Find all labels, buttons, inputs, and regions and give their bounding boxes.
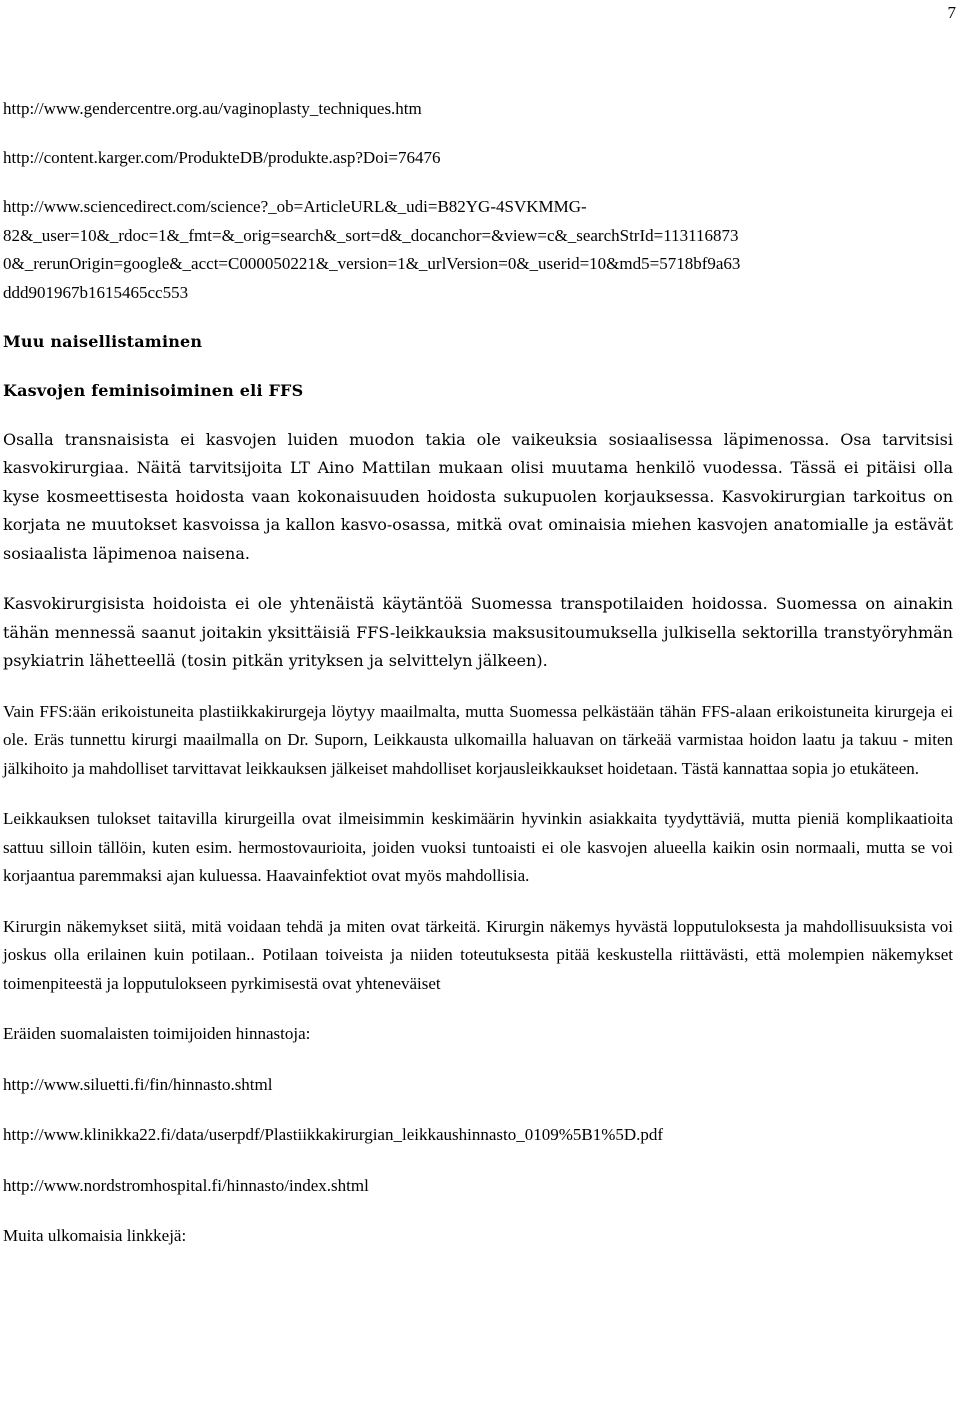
paragraph: Osalla transnaisista ei kasvojen luiden muodon takia ole vaikeuksia sosiaalisessa läpimenossa. Osa tarvitsisi kasvokirurgiaa. Näitä tarvitsijoita LT Aino Mattilan mukaan olisi muutama henkilö vuodessa. Tässä ei pitäisi olla kyse kosmeettisesta hoidosta vaan kokonaisuuden hoidosta sukupuolen korjauksessa. Kasvokirurgian tarkoitus on korjata ne muutokset kasvoissa ja kallon kasvo-osassa, mitkä ovat ominaisia miehen kasvojen anatomialle ja estävät sosiaalista läpimenoa naisena. (3, 429, 953, 563)
reference-link-line[interactable]: http://www.sciencedirect.com/science?_ob=ArticleURL&_udi=B82YG-4SVKMMG- (3, 197, 587, 216)
spacer (3, 1150, 953, 1172)
spacer (3, 1099, 953, 1121)
paragraph: Leikkauksen tulokset taitavilla kirurgeilla ovat ilmeisimmin keskimäärin hyvinkin asiakkaita tyydyttäviä, mutta pieniä komplikaatioita sattuu silloin tällöin, kuten esim. hermostovaurioita, joiden vuoksi tuntoaisti ei ole kasvojen alueella kaikin osin normaali, mutta se voi korjaantua paremmaksi ajan kuluessa. Haavainfektiot ovat myös mahdollisia. (3, 809, 953, 885)
price-link-klinikka22[interactable]: http://www.klinikka22.fi/data/userpdf/Plastiikkakirurgian_leikkaushinnasto_0109%5B1%5D.pdf (3, 1125, 664, 1144)
reference-link-sciencedirect[interactable] (3, 193, 953, 307)
reference-link-line[interactable]: 82&_user=10&_rdoc=1&_fmt=&_orig=search&_sort=d&_docanchor=&view=c&_searchStrId=113116873 (3, 225, 739, 245)
spacer (3, 783, 953, 805)
subsection-heading: Kasvojen feminisoiminen eli FFS (3, 380, 304, 400)
spacer (3, 173, 953, 194)
paragraph: Kasvokirurgisista hoidoista ei ole yhtenäistä käytäntöä Suomessa transpotilaiden hoidossa. Suomessa on ainakin tähän mennessä saanut joitakin yksittäisiä FFS-leikkauksia maksusitoumuksella julkisella sektorilla transtyöryhmän psykiatrin lähetteellä (tosin pitkän yrityksen ja selvittelyn jälkeen). (3, 594, 953, 670)
spacer (3, 307, 953, 328)
spacer (3, 891, 953, 913)
price-link-siluetti[interactable]: http://www.siluetti.fi/fin/hinnasto.shtml (3, 1074, 273, 1094)
section-heading: Muu naisellistaminen (3, 331, 203, 351)
price-link-nordstrom[interactable]: http://www.nordstromhospital.fi/hinnasto/index.shtml (3, 1175, 369, 1195)
spacer (3, 676, 953, 698)
document-body (3, 95, 953, 1251)
reference-link-line[interactable]: 0&_rerunOrigin=google&_acct=C000050221&_version=1&_urlVersion=0&_userid=10&md5=5718bf9a63 (3, 254, 741, 273)
paragraph: Kirurgin näkemykset siitä, mitä voidaan tehdä ja miten ovat tärkeitä. Kirurgin näkemys hyvästä lopputuloksesta ja mahdollisuuksista voi joskus olla erilainen kuin potilaan.. Potilaan toiveista ja niiden toteutuksesta pitää keskustella riittävästi, että molempien näkemykset toimenpiteestä ja lopputulokseen pyrkimisestä ovat yhteneväiset (3, 916, 953, 993)
spacer (3, 1200, 953, 1222)
page-number: 7 (947, 3, 956, 22)
foreign-links-heading: Muita ulkomaisia linkkejä: (3, 1226, 187, 1245)
spacer (3, 405, 953, 426)
price-list-intro: Eräiden suomalaisten toimijoiden hinnastoja: (3, 1024, 311, 1043)
reference-link-karger[interactable]: http://content.karger.com/ProdukteDB/produkte.asp?Doi=76476 (3, 148, 441, 167)
reference-link-gendercentre[interactable]: http://www.gendercentre.org.au/vaginoplasty_techniques.htm (3, 99, 422, 118)
spacer (3, 568, 953, 590)
paragraph: Vain FFS:ään erikoistuneita plastiikkakirurgeja löytyy maailmalta, mutta Suomessa pelkästään tähän FFS-alaan erikoistuneita kirurgeja ei ole. Eräs tunnettu kirurgi maailmalla on Dr. Suporn, Leikkausta ulkomailla haluavan on tärkeää varmistaa hoidon laatu ja takuu - miten jälkihoito ja mahdolliset tarvittavat leikkauksen jälkeiset mahdolliset korjausleikkaukset hoidetaan. Tästä kannattaa sopia jo etukäteen. (3, 701, 953, 778)
spacer (3, 998, 953, 1020)
reference-link-line[interactable]: ddd901967b1615465cc553 (3, 282, 189, 302)
spacer (3, 356, 953, 377)
spacer (3, 124, 953, 145)
spacer (3, 1049, 953, 1071)
